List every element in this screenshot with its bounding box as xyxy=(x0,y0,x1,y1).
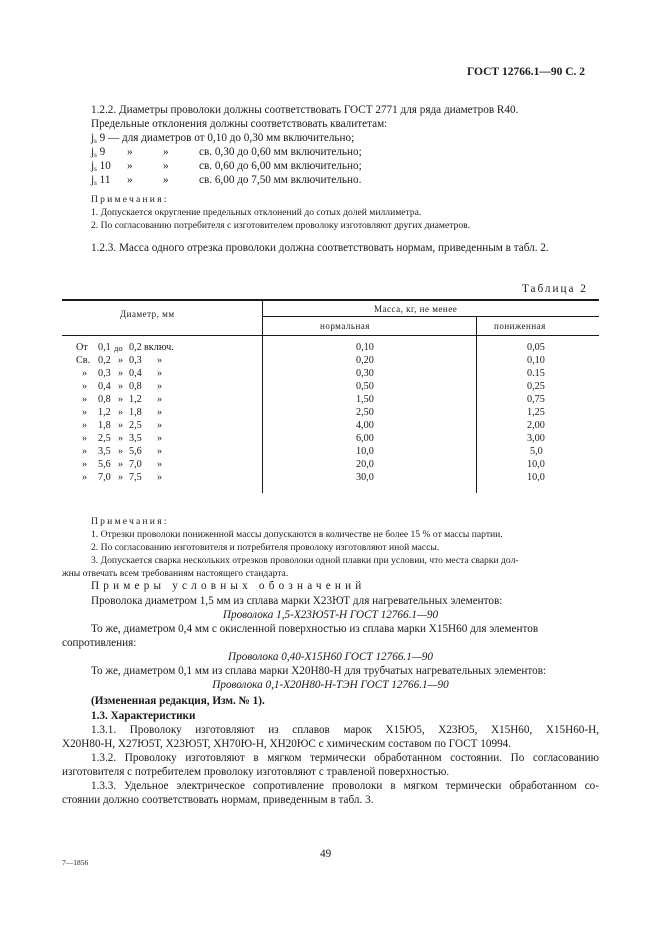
section-131-line2: Х20Н80-Н, Х27Ю5Т, Х23Ю5Т, ХН70Ю-Н, ХН20ЮС с химическим составом по ГОСТ 10994. xyxy=(62,738,512,750)
note-item: 2. По согласованию изготовителя и потребителя проволоку изготовляют иной массы. xyxy=(91,542,440,553)
header-normal: нормальная xyxy=(320,321,370,331)
table-header-rule xyxy=(62,335,599,336)
table-top-rule xyxy=(62,299,599,301)
note-item: 2. По согласованию потребителя с изготовителем проволоку изготовляют других диаметров. xyxy=(91,220,471,231)
example-code: Проволока 1,5-Х23Ю5Т-Н ГОСТ 12766.1—90 xyxy=(222,609,439,621)
section-131-line1: 1.3.1. Проволоку изготовляют из сплавов марок Х15Ю5, Х23Ю5, Х15Н60, Х15Н60-Н, xyxy=(91,724,599,736)
note-item: 1. Отрезки проволоки пониженной массы допускаются в количестве не более 15 % от массы партии. xyxy=(91,529,503,540)
note-item: 3. Допускается сварка нескольких отрезков проволоки одной плавки при условии, что места сварки дол- xyxy=(91,555,519,566)
table-row: » 2,5 » 3,5 » 6,00 3,00 xyxy=(82,433,545,444)
example-code: Проволока 0,1-Х20Н80-Н-ТЭН ГОСТ 12766.1—90 xyxy=(212,679,449,691)
tolerance-row: $j_s$ 11 » » св. 6,00 до 7,50 мм включительно. xyxy=(91,174,362,187)
section-123: 1.2.3. Масса одного отрезка проволоки должна соответствовать нормам, приведенным в табл. 2. xyxy=(91,242,549,254)
notes-title: Примечания: xyxy=(91,194,169,205)
table-row: » 7,0 » 7,5 » 30,0 10,0 xyxy=(82,472,545,483)
example-text: То же, диаметром 0,4 мм с окисленной поверхностью из сплава марки Х15Н60 для элементов xyxy=(91,623,539,635)
notes-title: Примечания: xyxy=(91,516,169,527)
header-diameter: Диаметр, мм xyxy=(120,309,175,319)
section-133-line2: стоянии должно соответствовать нормам, приведенным в табл. 3. xyxy=(62,794,374,806)
tolerance-row: $j_s$ 9 » » св. 0,30 до 0,60 мм включительно; xyxy=(91,146,362,159)
tolerance-row: $j_s$ 9 — для диаметров от 0,10 до 0,30 мм включительно; xyxy=(91,132,355,145)
table-row: » 0,3 » 0,4 » 0,30 0.15 xyxy=(82,368,545,379)
table-row: » 1,8 » 2,5 » 4,00 2,00 xyxy=(82,420,545,431)
example-text: сопротивления: xyxy=(62,637,137,649)
table-row: От 0,1 до 0,2 включ. 0,10 0,05 xyxy=(76,342,545,353)
table-row: » 0,4 » 0,8 » 0,50 0,25 xyxy=(82,381,545,392)
revision-note: (Измененная редакция, Изм. № 1). xyxy=(91,695,265,707)
table-row: » 3,5 » 5,6 » 10,0 5,0 xyxy=(82,446,543,457)
tolerance-row: $j_s$ 10 » » св. 0,60 до 6,00 мм включительно; xyxy=(91,160,362,173)
page-number: 49 xyxy=(320,848,332,860)
table-row: » 1,2 » 1,8 » 2,50 1,25 xyxy=(82,407,545,418)
header-reduced: пониженная xyxy=(494,321,546,331)
header-mass: Масса, кг, не менее xyxy=(374,304,458,314)
note-item: 1. Допускается округление предельных отклонений до сотых долей миллиметра. xyxy=(91,207,422,218)
section-122-line2: Предельные отклонения должны соответствовать квалитетам: xyxy=(91,118,388,130)
section-13-title: 1.3. Характеристики xyxy=(91,710,196,722)
page-header: ГОСТ 12766.1—90 С. 2 xyxy=(467,66,586,78)
table-row: » 0,8 » 1,2 » 1,50 0,75 xyxy=(82,394,545,405)
example-text: То же, диаметром 0,1 мм из сплава марки Х20Н80-Н для трубчатых нагревательных элементов: xyxy=(91,665,547,677)
note-item: жны отвечать всем требованиям настоящего стандарта. xyxy=(62,568,289,579)
table-row: Св. 0,2 » 0,3 » 0,20 0,10 xyxy=(76,355,545,366)
section-132-line1: 1.3.2. Проволоку изготовляют в мягком термически обработанном состоянии. По согласованию xyxy=(91,752,599,764)
print-code: 7—1856 xyxy=(62,858,89,867)
section-132-line2: изготовителя с потребителем проволоку изготовляют с травленой поверхностью. xyxy=(62,766,450,778)
table-header-divider xyxy=(262,316,599,317)
example-text: Проволока диаметром 1,5 мм из сплава марки Х23ЮТ для нагревательных элементов: xyxy=(91,595,503,607)
section-133-line1: 1.3.3. Удельное электрическое сопротивление проволоки в мягком термически обработанном со- xyxy=(91,780,599,792)
table-caption: Таблица 2 xyxy=(522,283,588,295)
example-code: Проволока 0,40-Х15Н60 ГОСТ 12766.1—90 xyxy=(228,651,433,663)
table-row: » 5,6 » 7,0 » 20,0 10,0 xyxy=(82,459,545,470)
section-122-line1: 1.2.2. Диаметры проволоки должны соответствовать ГОСТ 2771 для ряда диаметров R40. xyxy=(91,104,519,116)
examples-title: Примеры условных обозначений xyxy=(91,580,366,592)
